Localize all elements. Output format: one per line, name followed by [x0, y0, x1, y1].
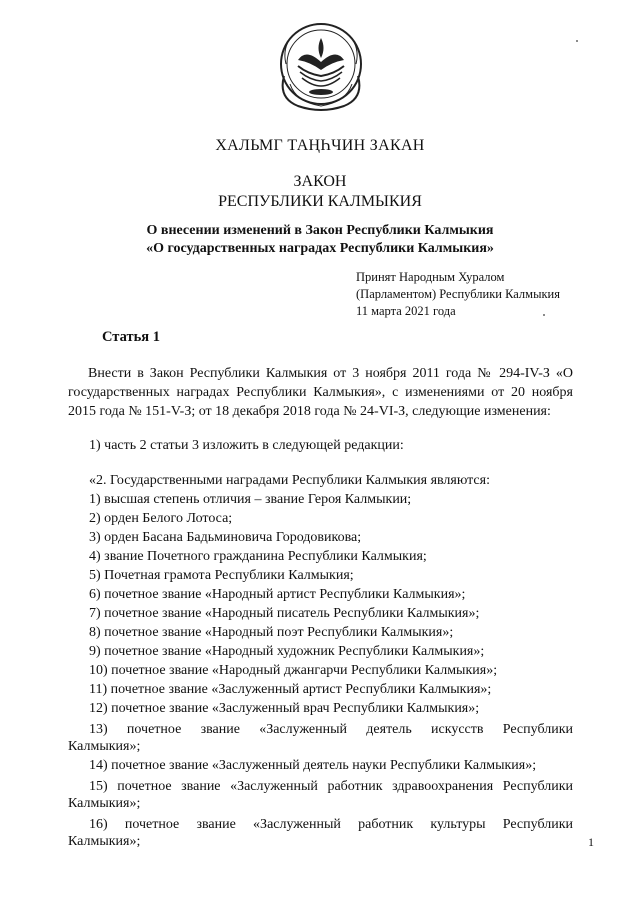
article-title: Статья 1	[102, 329, 160, 345]
adoption-date: 11 марта 2021 года	[356, 304, 456, 318]
republic-title: РЕСПУБЛИКИ КАЛМЫКИЯ	[218, 193, 422, 210]
award-item: 9) почетное звание «Народный художник Республики Калмыкия»;	[89, 644, 485, 659]
intro-paragraph: Внести в Закон Республики Калмыкия от 3 ноября 2011 года № 294-IV-З «О государственных наградах Республики Калмыкия», с изменениями от 20 ноября 2015 года № 151-V-З; от 18 декабря 2018 года № 24-VI-З, следующие изменения:	[68, 366, 573, 419]
award-item-13a: 13) почетное звание «Заслуженный деятель искусств Республики	[89, 722, 573, 737]
award-item: 11) почетное звание «Заслуженный артист Республики Калмыкия»;	[89, 682, 492, 697]
award-item: 7) почетное звание «Народный писатель Республики Калмыкия»;	[89, 606, 480, 621]
award-item: 4) звание Почетного гражданина Республики Калмыкия;	[89, 549, 427, 564]
award-item: 10) почетное звание «Народный джангарчи Республики Калмыкия»;	[89, 663, 498, 678]
quote-intro: «2. Государственными наградами Республики Калмыкия являются:	[89, 473, 490, 488]
page-number: 1	[588, 835, 594, 849]
award-item-16b: Калмыкия»;	[68, 834, 141, 849]
kalmykia-emblem	[276, 18, 366, 114]
award-item: 3) орден Басана Бадьминовича Городовикова;	[89, 530, 362, 545]
adoption-line1: Принят Народным Хуралом	[356, 270, 505, 284]
adoption-line2: (Парламентом) Республики Калмыкия	[356, 287, 560, 301]
award-item-14: 14) почетное звание «Заслуженный деятель науки Республики Калмыкия»;	[89, 758, 537, 773]
award-item: 12) почетное звание «Заслуженный врач Республики Калмыкия»;	[89, 701, 480, 716]
award-item-16a: 16) почетное звание «Заслуженный работник культуры Республики	[89, 817, 573, 832]
law-subtitle-line2: «О государственных наградах Республики Калмыкия»	[146, 241, 494, 256]
law-subtitle-line1: О внесении изменений в Закон Республики Калмыкия	[146, 223, 494, 238]
award-item: 5) Почетная грамота Республики Калмыкия;	[89, 568, 354, 583]
law-title: ЗАКОН	[293, 173, 347, 190]
award-item: 1) высшая степень отличия – звание Героя Калмыкии;	[89, 492, 412, 507]
award-item-13b: Калмыкия»;	[68, 739, 141, 754]
award-item-15b: Калмыкия»;	[68, 796, 141, 811]
award-item-15a: 15) почетное звание «Заслуженный работник здравоохранения Республики	[89, 779, 573, 794]
point-1: 1) часть 2 статьи 3 изложить в следующей редакции:	[89, 438, 404, 453]
award-item: 8) почетное звание «Народный поэт Республики Калмыкия»;	[89, 625, 454, 640]
award-item: 2) орден Белого Лотоса;	[89, 511, 233, 526]
law-title-kalmyk: ХАЛЬМГ ТАҢҺЧИН ЗАКАН	[215, 137, 425, 154]
award-item: 6) почетное звание «Народный артист Республики Калмыкия»;	[89, 587, 466, 602]
adoption-block	[356, 269, 560, 320]
